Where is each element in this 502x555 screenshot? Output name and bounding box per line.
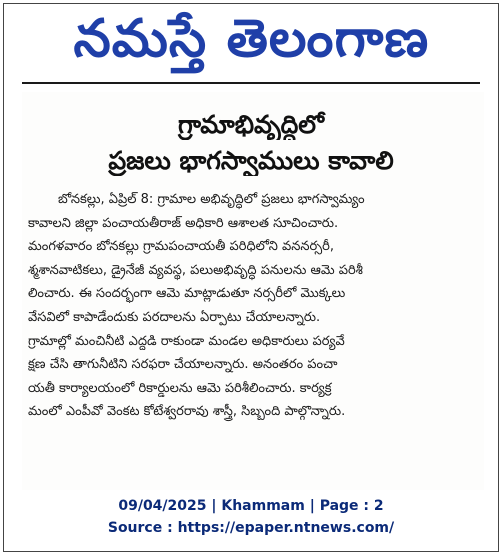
headline-line-2: ప్రజలు భాగస్వాములు కావాలి xyxy=(108,146,394,175)
masthead-title: నమస్తే తెలంగాణ xyxy=(73,9,429,69)
article-line: మంగళవారం బోనకల్లు గ్రామపంచాయతీ పరిధిలోని వననర్సరీ, xyxy=(28,239,335,255)
article-line: కావాలని జిల్లా పంచాయతీరాజ్ అధికారి ఆశాలత సూచించారు. xyxy=(28,215,339,231)
article-line: మంలో ఎంపీవో వెంకట కోటేశ్వరరావు శాస్త్రీ, సిబ్బంది పాల్గొన్నారు. xyxy=(28,404,346,420)
masthead-divider xyxy=(22,82,480,84)
edition-info: 09/04/2025 | Khammam | Page : 2 xyxy=(118,498,384,514)
source-link[interactable]: Source : https://epaper.ntnews.com/ xyxy=(107,520,395,536)
article-line: బోనకల్లు, ఏప్రిల్ 8: గ్రామాల అభివృద్ధిలో ప్రజలు భాగస్వామ్యం xyxy=(58,192,365,207)
article-line: లించారు. ఈ సందర్భంగా ఆమె మాట్లాడుతూ నర్సరీలో మొక్కలు xyxy=(28,286,346,302)
article-line: వేసవిలో కాపాడేందుకు పరదాలను ఏర్పాటు చేయాలన్నారు. xyxy=(28,309,321,325)
headline-line-1: గ్రామాభివృద్ధిలో xyxy=(177,110,325,139)
article-line: క్షణ చేసి తాగునీటిని సరఫరా చేయాలన్నారు. అనంతరం పంచా xyxy=(28,357,338,373)
article-line: గ్రామాల్లో మంచినీటి ఎద్దడి రాకుండా మండల అధికారులు పర్యవే xyxy=(28,333,345,349)
newspaper-masthead xyxy=(0,6,502,72)
article-body xyxy=(28,188,484,424)
article-line: శ్మశానవాటికలు, డ్రైనేజీ వ్యవస్థ, పలుఅభివృద్ధి పనులను ఆమె పరిశీ xyxy=(28,262,363,278)
article-line: యతీ కార్యాలయంలో రికార్డులను ఆమె పరిశీలించారు. కార్యక్ర xyxy=(28,380,332,396)
